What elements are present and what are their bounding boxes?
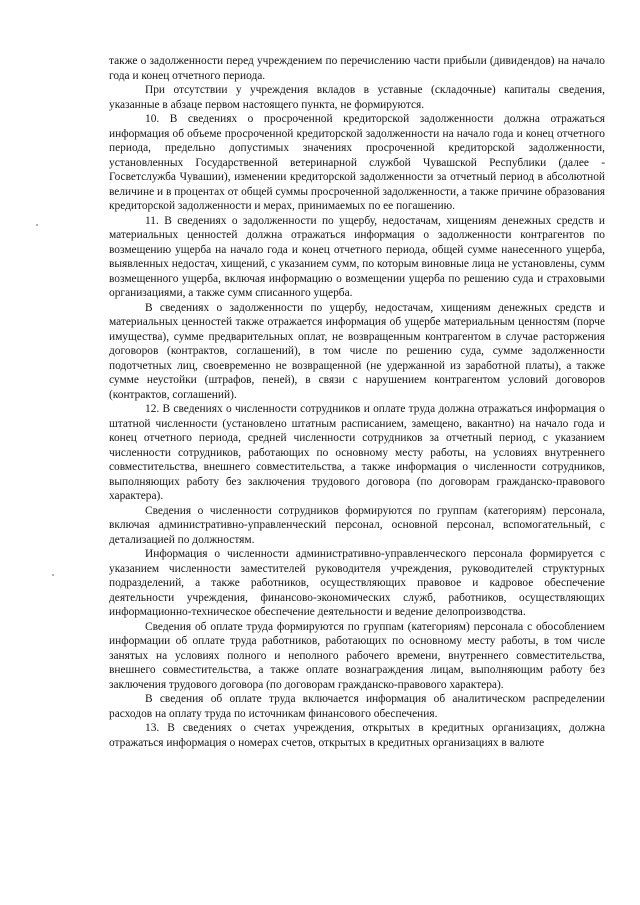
scan-speck [36,224,38,226]
paragraph-item-13-bank-accounts: 13. В сведениях о счетах учреждения, открытых в кредитных организациях, должна отражаться информация о номерах счетов, открытых в кредитных организациях в валюте [109,722,605,749]
paragraph-wage-groups: Сведения об оплате труда формируются по группам (категориям) персонала с обособлением информации об оплате труда работников, работающих по основному месту работы, в том числе занятых на условиях полного и неполного рабочего времени, внутреннего совместительства, внешнего совместительства, а также оплате вознаграждения лицам, выполняющим работу без заключения трудового договора (по договорам гражданско-правового характера). [109,620,605,691]
paragraph-dividend-debt: также о задолженности перед учреждением по перечислению части прибыли (дивидендов) на начало года и конец отчетного периода. [109,55,605,82]
document-page [109,54,605,750]
paragraph-staff-groups: Сведения о численности сотрудников формируются по группам (категориям) персонала, включая административно-управленческий персонал, основной персонал, вспомогательный, с детализацией по должностям. [109,504,605,546]
paragraph-no-contributions: При отсутствии у учреждения вкладов в уставные (складочные) капиталы сведения, указанные в абзаце первом настоящего пункта, не формируются. [109,84,605,111]
paragraph-item-12-staff-and-wages: 12. В сведениях о численности сотрудников и оплате труда должна отражаться информация о штатной численности (установлено штатным расписанием, замещено, вакантно) на начало года и конец отчетного периода, средней численности сотрудников за отчетный период, с указанием численности сотрудников, работающих по основному месту работы, на условиях внутреннего совместительства, внешнего совместительства, а также информация о численности сотрудников, выполняющих работу без заключения трудового договора (по договорам гражданско-правового характера). [109,403,605,502]
paragraph-damage-debt-details: В сведениях о задолженности по ущербу, недостачам, хищениям денежных средств и материальных ценностей также отражается информация об ущербе материальным ценностям (порче имущества), сумме предварительных оплат, не возвращенным контрагентом в случае расторжения договоров (контрактов, соглашений), в том числе по решению суда, сумме задолженности подотчетных лиц, своевременно не возвращенной (не удержанной из заработной платы), а также сумме неустойки (штрафов, пеней), в связи с нарушением контрагентом условий договоров (контрактов, соглашений). [109,301,605,401]
paragraph-item-10-overdue-payables: 10. В сведениях о просроченной кредиторской задолженности должна отражаться информация об объеме просроченной кредиторской задолженности на начало года и конец отчетного периода, предельно допустимых значениях просроченной кредиторской задолженности, установленных Государственной ветеринарной службой Чувашской Республики (далее - Госветслужба Чувашии), изменении кредиторской задолженности за отчетный период в абсолютной величине и в процентах от общей суммы просроченной задолженности, а также причине образования кредиторской задолженности и мерах, принимаемых по ее погашению. [109,113,605,212]
paragraph-wage-funding-sources: В сведения об оплате труда включается информация об аналитическом распределении расходов на оплату труда по источникам финансового обеспечения. [109,693,605,720]
paragraph-admin-staff: Информация о численности административно-управленческого персонала формируется с указанием численности заместителей руководителя учреждения, руководителей структурных подразделений, а также работников, осуществляющих правовое и кадровое обеспечение деятельности учреждения, финансово-экономических служб, работников, осуществляющих информационно-техническое обеспечение деятельности и ведение делопроизводства. [109,548,605,618]
scan-speck [52,574,54,576]
paragraph-item-11-damage-debt: 11. В сведениях о задолженности по ущербу, недостачам, хищениям денежных средств и материальных ценностей должна отражаться информация о задолженности контрагентов по возмещению ущерба на начало года и конец отчетного периода, общей сумме нанесенного ущерба, выявленных недостач, хищений, с указанием сумм, по которым виновные лица не установлены, сумм возмещенного ущерба, включая информацию о возмещении ущерба по решению суда и страховыми организациями, а также сумм списанного ущерба. [109,214,605,299]
